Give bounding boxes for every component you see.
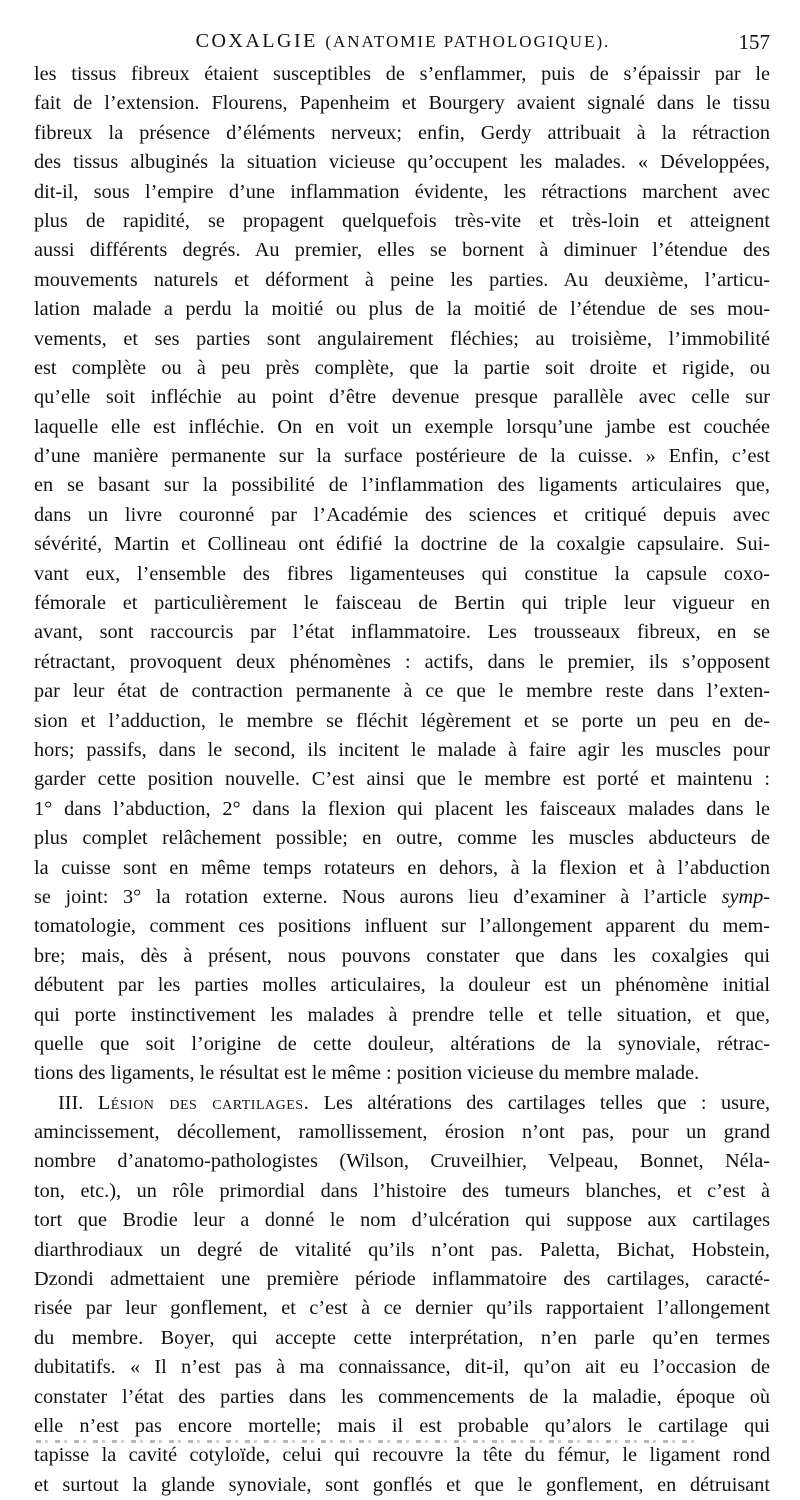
text-line: vements, et ses parties sont angulairement fléchies; au troisième, l’immobilité — [34, 327, 770, 350]
text-line: fait de l’extension. Flourens, Papenheim et Bourgery avaient signalé dans le tissu — [34, 92, 770, 115]
text-line: risée par leur gonflement, et c’est à ce dernier qu’ils rapportaient l’allongement — [34, 1297, 770, 1320]
text-line: vant eux, l’ensemble des fibres ligamenteuses qui constitue la capsule coxo- — [34, 562, 770, 585]
text-line: tapisse la cavité cotyloïde, celui qui recouvre la tête du fémur, le ligament rond — [34, 1444, 770, 1467]
text-line-with-italic — [34, 883, 770, 912]
text-line: elle n’est pas encore mortelle; mais il est probable qu’alors le cartilage qui — [34, 1414, 770, 1437]
text-line: tort que Brodie leur a donné le nom d’ulcération qui suppose aux cartilages — [34, 1209, 770, 1232]
text-line: tions des ligaments, le résultat est le même : position vicieuse du membre malade. — [34, 1062, 700, 1085]
text-line: par leur état de contraction permanente à ce que le membre reste dans l’exten- — [34, 680, 770, 703]
section-heading — [98, 1092, 309, 1114]
text-line: du membre. Boyer, qui accepte cette interprétation, n’en parle qu’en termes — [34, 1326, 770, 1349]
text-line: aussi différents degrés. Au premier, elles se bornent à diminuer l’étendue des — [34, 239, 770, 262]
text-line: sion et l’adduction, le membre se fléchit légèrement et se porte un peu en de- — [34, 709, 770, 732]
text-line: laquelle elle est infléchie. On en voit un exemple lorsqu’une jambe est couchée — [34, 415, 770, 438]
text-line: lation malade a perdu la moitié ou plus de la moitié de l’étendue de ses mou- — [34, 298, 770, 321]
text-line: Dzondi admettaient une première période inflammatoire des cartilages, caracté- — [34, 1268, 770, 1291]
section-heading-word: Lésion — [97, 1091, 155, 1114]
text-line: plus complet relâchement possible; en outre, comme les muscles abducteurs de — [34, 827, 770, 850]
text-line-part: Les altérations des cartilages telles que : usure, — [323, 1091, 770, 1114]
section-numeral: III. — [58, 1091, 84, 1114]
text-line: garder cette position nouvelle. C’est ainsi que le membre est porté et maintenu : — [34, 768, 770, 791]
section-heading-line — [34, 1089, 770, 1118]
page-number: 157 — [738, 30, 770, 54]
scan-noise-divider — [36, 1440, 696, 1443]
text-line: fémorale et particulièrement le faisceau de Bertin qui triple leur vigueur en — [34, 592, 770, 615]
text-line: quelle que soit l’origine de cette douleur, altérations de la synoviale, rétrac- — [34, 1032, 770, 1055]
text-line: avant, sont raccourcis par l’état inflammatoire. Les trousseaux fibreux, en se — [34, 621, 770, 644]
text-line: mouvements naturels et déforment à peine les parties. Au deuxième, l’articu- — [34, 268, 770, 291]
running-title — [36, 30, 770, 53]
text-line: en se basant sur la possibilité de l’inflammation des ligaments articulaires que, — [34, 474, 770, 497]
text-line: bre; mais, dès à présent, nous pouvons constater que dans les coxalgies qui — [34, 944, 770, 967]
text-line: amincissement, décollement, ramollissement, érosion n’ont pas, pour un grand — [34, 1121, 770, 1144]
text-line: ton, etc.), un rôle primordial dans l’histoire des tumeurs blanches, et c’est à — [34, 1179, 770, 1202]
text-line: fibreux la présence d’éléments nerveux; enfin, Gerdy attribuait à la rétraction — [34, 121, 770, 144]
text-line: et surtout la glande synoviale, sont gonflés et que le gonflement, en détruisant — [34, 1473, 770, 1496]
text-line: est complète ou à peu près complète, que la partie soit droite et rigide, ou — [34, 356, 770, 379]
text-line: nombre d’anatomo-pathologistes (Wilson, Cruveilhier, Velpeau, Bonnet, Néla- — [34, 1150, 770, 1173]
text-line: dubitatifs. « Il n’est pas à ma connaissance, dit-il, qu’on ait eu l’occasion de — [34, 1356, 770, 1379]
running-header — [36, 28, 770, 58]
running-title-main: COXALGIE — [195, 30, 318, 52]
italic-word: symp- — [721, 885, 770, 908]
text-line: la cuisse sont en même temps rotateurs en dehors, à la flexion et à l’abduction — [34, 856, 770, 879]
text-line: rétractant, provoquent deux phénomènes : actifs, dans le premier, ils s’opposent — [34, 650, 770, 673]
text-line: tomatologie, comment ces positions influent sur l’allongement apparent du mem- — [34, 915, 770, 938]
text-line: les tissus fibreux étaient susceptibles de s’enflammer, puis de s’épaissir par le — [34, 63, 770, 85]
text-line-part: se joint: 3° la rotation externe. Nous aurons lieu d’examiner à l’article — [34, 885, 707, 908]
text-line: diarthrodiaux un degré de vitalité qu’ils n’ont pas. Paletta, Bichat, Hobstein, — [34, 1238, 770, 1261]
text-line: hors; passifs, dans le second, ils incitent le malade à faire agir les muscles pour — [34, 738, 770, 761]
text-line: dans un livre couronné par l’Académie des sciences et critiqué depuis avec — [34, 503, 770, 526]
text-line: débutent par les parties molles articulaires, la douleur est un phénomène initial — [34, 974, 770, 997]
text-line: d’une manière permanente sur la surface postérieure de la cuisse. » Enfin, c’est — [34, 445, 770, 468]
text-line: des tissus albuginés la situation vicieuse qu’occupent les malades. « Développées, — [34, 151, 770, 174]
body-text — [34, 60, 770, 1500]
running-title-sub: (ANATOMIE PATHOLOGIQUE). — [325, 32, 611, 51]
text-line: dit-il, sous l’empire d’une inflammation évidente, les rétractions marchent avec — [34, 180, 770, 203]
text-line: 1° dans l’abduction, 2° dans la flexion qui placent les faisceaux malades dans le — [34, 797, 770, 820]
text-line: sévérité, Martin et Collineau ont édifié la doctrine de la coxalgie capsulaire. Sui- — [34, 533, 770, 556]
text-line: qu’elle soit infléchie au point d’être devenue presque parallèle avec celle sur — [34, 386, 770, 409]
section-heading-word: des cartilages. — [169, 1091, 310, 1114]
text-line: constater l’état des parties dans les commencements de la maladie, époque où — [34, 1385, 770, 1408]
text-line: plus de rapidité, se propagent quelquefois très-vite et très-loin et atteignent — [34, 209, 770, 232]
text-line: qui porte instinctivement les malades à prendre telle et telle situation, et que, — [34, 1003, 770, 1026]
